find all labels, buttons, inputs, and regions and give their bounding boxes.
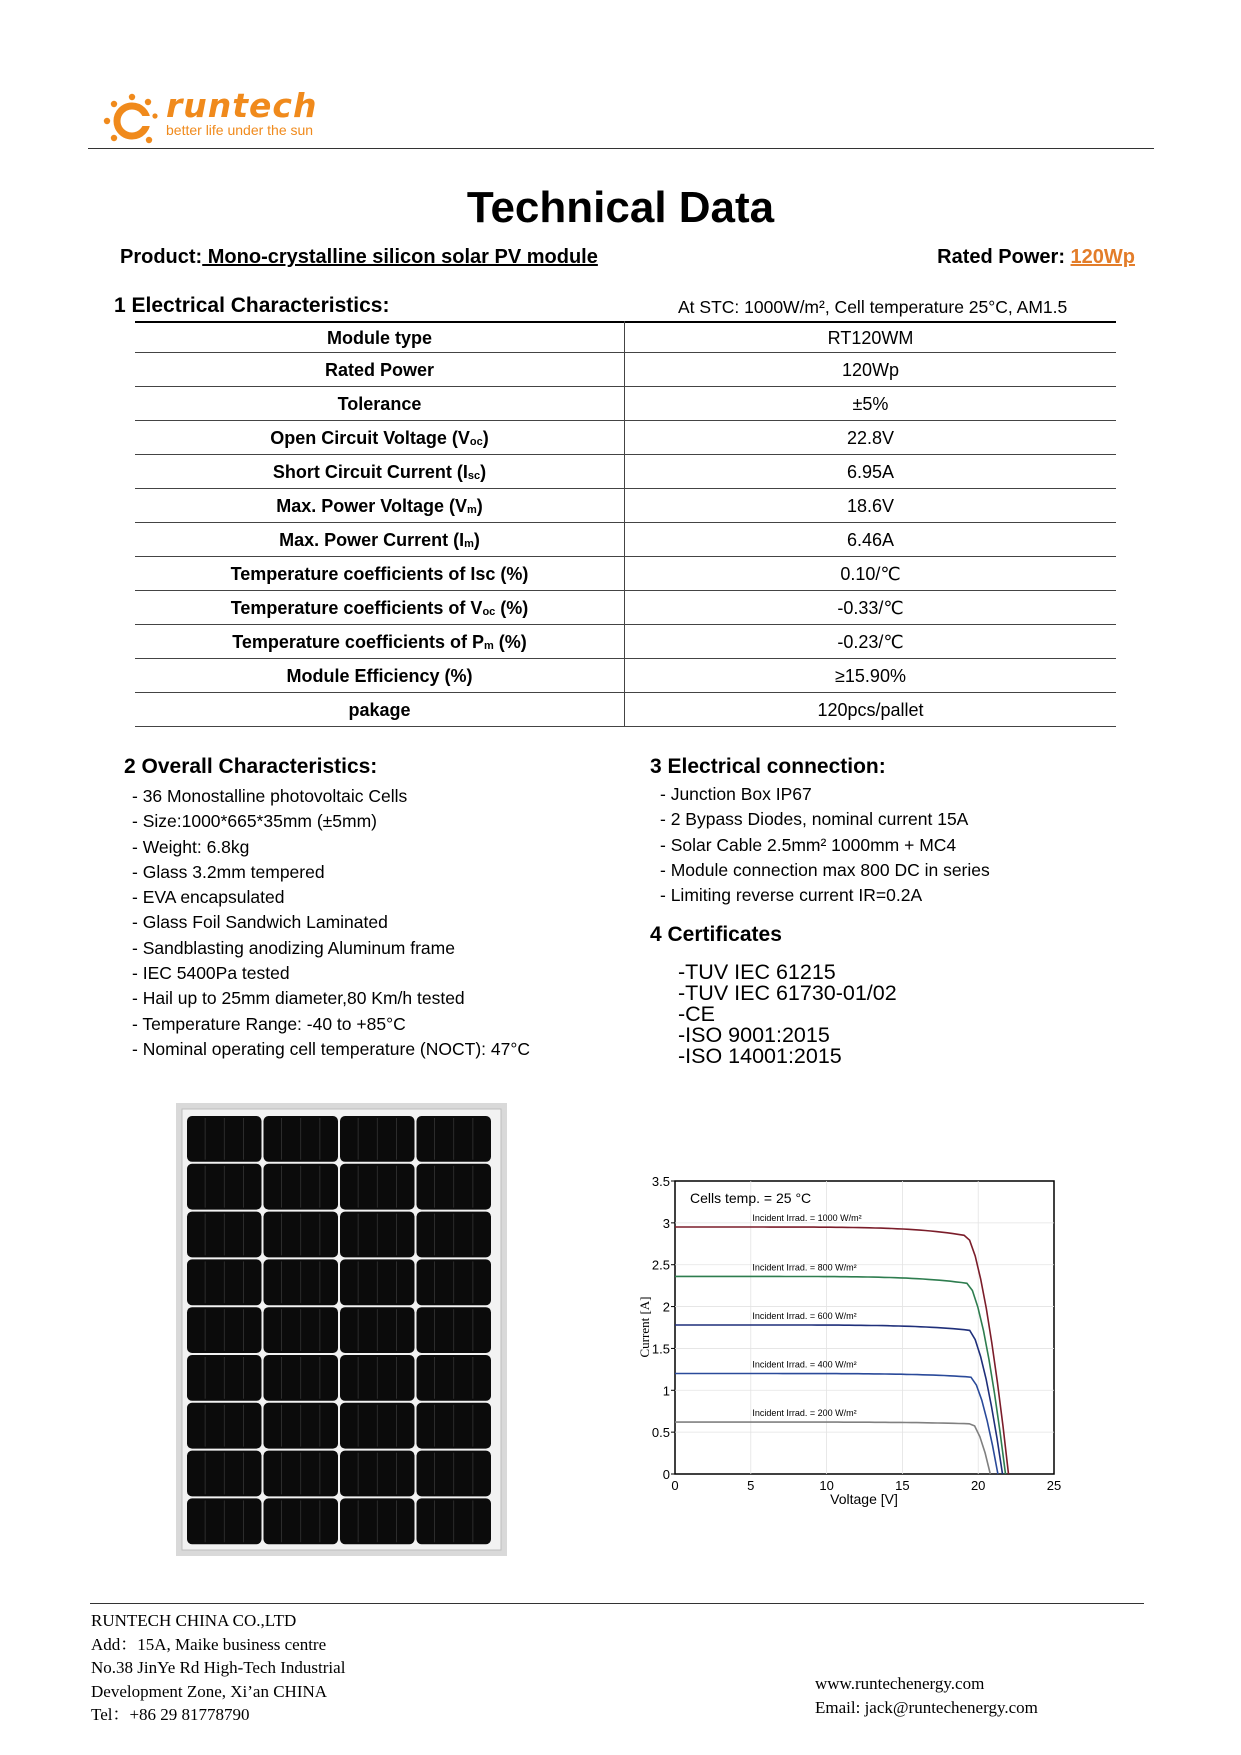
company-name: RUNTECH CHINA CO.,LTD (91, 1611, 297, 1630)
sun-icon (104, 94, 158, 143)
electrical-connection-list (660, 782, 990, 908)
row-value: 18.6V (846, 496, 895, 516)
row-label: Rated Power (135, 353, 625, 386)
electrical-connection-heading: 3 Electrical connection: (650, 755, 886, 778)
address-line-2: No.38 JinYe Rd High-Tech Industrial (91, 1658, 346, 1677)
address-line-1: Add：15A, Maike business centre (91, 1634, 327, 1654)
table-row (135, 523, 1116, 557)
table-row (135, 455, 1116, 489)
y-tick-label: 1 (662, 1383, 670, 1399)
table-row (135, 625, 1116, 659)
x-axis-label: Voltage [V] (830, 1491, 898, 1507)
certificate-item: -TUV IEC 61215 (678, 960, 836, 984)
overall-characteristics-list (132, 784, 530, 1062)
list-item: - Solar Cable 2.5mm² 1000mm + MC4 (660, 833, 990, 858)
product-value: Mono-crystalline silicon solar PV module (202, 246, 598, 268)
footer-divider (90, 1603, 1144, 1604)
row-value: ±5% (852, 394, 889, 414)
x-tick-label: 20 (970, 1478, 986, 1493)
list-item: - Hail up to 25mm diameter,80 Km/h tested (132, 986, 530, 1011)
page-title: Technical Data (466, 183, 775, 232)
list-item: - Sandblasting anodizing Aluminum frame (132, 936, 530, 961)
chart-annotation: Cells temp. = 25 °C (690, 1190, 812, 1206)
row-label: Temperature coefficients of $P_m$ (%) (135, 625, 625, 658)
table-row (135, 591, 1116, 625)
email-link[interactable]: Email: jack@runtechenergy.com (815, 1697, 1038, 1717)
y-tick-label: 0 (662, 1467, 670, 1482)
product-label: Product: (120, 246, 203, 268)
x-tick-label: 10 (819, 1478, 834, 1493)
list-item: - Limiting reverse current IR=0.2A (660, 883, 990, 908)
table-row (135, 353, 1116, 387)
series-label: Incident Irrad. = 600 W/m² (752, 1310, 857, 1321)
series-label: Incident Irrad. = 400 W/m² (752, 1359, 857, 1370)
y-tick-label: 3.5 (651, 1174, 670, 1189)
list-item: - Glass 3.2mm tempered (132, 860, 530, 885)
rated-power-value: 120Wp (1070, 246, 1135, 268)
list-item: - Glass Foil Sandwich Laminated (132, 910, 530, 935)
rated-power-line (937, 246, 1135, 269)
stc-conditions: At STC: 1000W/m², Cell temperature 25°C, AM1.5 (678, 297, 1068, 317)
row-value: 0.10/℃ (840, 564, 901, 584)
row-label: Module type (135, 321, 625, 352)
row-value: 6.46A (846, 530, 895, 550)
list-item: - 2 Bypass Diodes, nominal current 15A (660, 807, 990, 832)
iv-curve-chart (636, 1165, 1076, 1510)
row-label: Open Circuit Voltage $(V_{oc})$ (135, 421, 625, 454)
y-axis-label: Current [A] (637, 1296, 652, 1358)
row-value: 120pcs/pallet (817, 700, 924, 720)
y-tick-label: 3 (662, 1215, 670, 1231)
series-label: Incident Irrad. = 200 W/m² (752, 1408, 857, 1419)
y-tick-label: 1.5 (651, 1341, 670, 1357)
x-tick-label: 15 (895, 1478, 910, 1493)
table-row (135, 693, 1116, 727)
list-item: - Junction Box IP67 (660, 782, 990, 807)
row-value: 120Wp (841, 360, 900, 380)
certificate-item: -ISO 14001:2015 (678, 1044, 842, 1068)
row-value: 22.8V (846, 428, 895, 448)
overall-characteristics-heading: 2 Overall Characteristics: (124, 755, 378, 778)
website-link[interactable]: www.runtechenergy.com (815, 1674, 985, 1693)
certificate-item: -TUV IEC 61730-01/02 (678, 981, 897, 1005)
row-label: Max. Power Voltage $(V_m)$ (135, 489, 625, 522)
row-value: RT120WM (827, 328, 914, 348)
row-value: 6.95A (846, 462, 895, 482)
contact-block (815, 1672, 1038, 1719)
row-label: Module Efficiency (%) (135, 659, 625, 692)
product-line (120, 246, 598, 269)
x-tick-label: 25 (1046, 1478, 1062, 1493)
electrical-characteristics-heading: 1 Electrical Characteristics: (114, 294, 390, 317)
table-row (135, 321, 1116, 353)
table-row (135, 557, 1116, 591)
certificates-heading: 4 Certificates (650, 923, 782, 946)
table-row (135, 659, 1116, 693)
header-divider (88, 148, 1154, 149)
y-tick-label: 2.5 (651, 1257, 670, 1273)
list-item: - 36 Monostalline photovoltaic Cells (132, 784, 530, 809)
y-tick-label: 2 (662, 1299, 670, 1315)
list-item: - Temperature Range: -40 to +85°C (132, 1012, 530, 1037)
x-tick-label: 0 (671, 1478, 679, 1493)
row-value: -0.33/℃ (837, 598, 904, 618)
brand-name: runtech (166, 86, 318, 125)
row-value: ≥15.90% (835, 666, 906, 686)
table-row (135, 421, 1116, 455)
brand-tagline: better life under the sun (166, 122, 314, 138)
row-label: Short Circuit Current $(I_{sc})$ (135, 455, 625, 488)
solar-panel-image (176, 1103, 507, 1556)
list-item: - Size:1000*665*35mm (±5mm) (132, 809, 530, 834)
table-row (135, 387, 1116, 421)
list-item: - Weight: 6.8kg (132, 835, 530, 860)
list-item: - Module connection max 800 DC in series (660, 858, 990, 883)
address-line-3: Development Zone, Xi’an CHINA (91, 1681, 328, 1701)
list-item: - EVA encapsulated (132, 885, 530, 910)
chart-plot-area (675, 1181, 1054, 1474)
row-value: -0.23/℃ (837, 632, 904, 652)
row-label: Max. Power Current $(I_m)$ (135, 523, 625, 556)
series-label: Incident Irrad. = 1000 W/m² (752, 1213, 862, 1224)
row-label: pakage (135, 693, 625, 726)
row-label: Temperature coefficients of Isc (%) (135, 557, 625, 590)
table-row (135, 489, 1116, 523)
electrical-table (135, 321, 1116, 727)
certificates-list (678, 962, 897, 1067)
rated-power-label: Rated Power: (937, 246, 1071, 268)
company-address-block (91, 1609, 345, 1727)
x-tick-label: 5 (747, 1478, 755, 1493)
series-label: Incident Irrad. = 800 W/m² (752, 1262, 857, 1273)
list-item: - IEC 5400Pa tested (132, 961, 530, 986)
list-item: - Nominal operating cell temperature (NOCT): 47°C (132, 1037, 530, 1062)
row-label: Tolerance (135, 387, 625, 420)
row-label: Temperature coefficients of $V_{oc}$ (%) (135, 591, 625, 624)
certificate-item: -ISO 9001:2015 (678, 1023, 830, 1047)
certificate-item: -CE (678, 1002, 716, 1026)
y-tick-label: 0.5 (651, 1425, 670, 1441)
telephone: Tel：+86 29 81778790 (91, 1705, 250, 1724)
